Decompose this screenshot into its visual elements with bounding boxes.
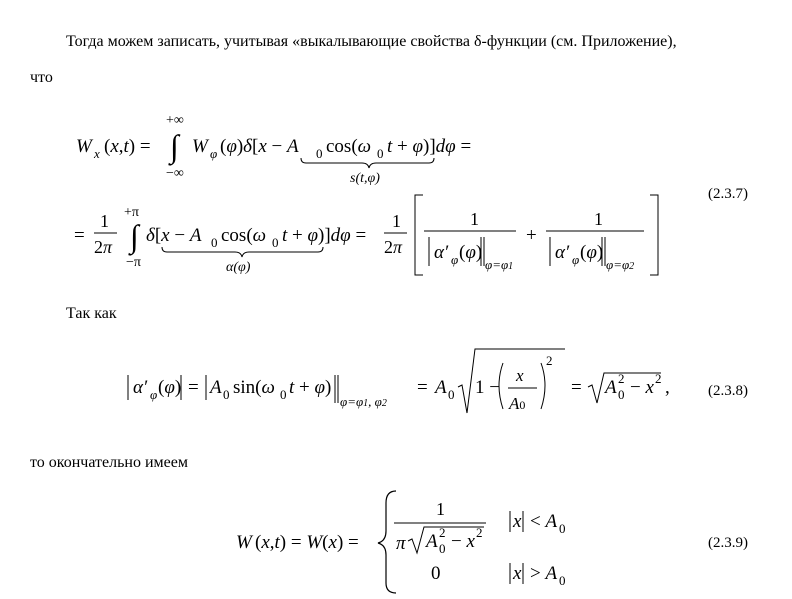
- svg-text:α′: α′: [555, 242, 570, 263]
- case-zero: 0: [431, 563, 441, 584]
- svg-text:x: x: [516, 366, 524, 385]
- svg-text:1: 1: [594, 209, 603, 229]
- lower-limit-2: −π: [126, 255, 141, 270]
- svg-text:δ[x − A: δ[x − A: [146, 225, 202, 246]
- svg-text:φ=φ1: φ=φ1: [485, 257, 514, 272]
- svg-text:(φ): (φ): [158, 377, 182, 398]
- svg-text:1 −: 1 −: [475, 377, 500, 398]
- svg-text:∫: ∫: [170, 128, 179, 164]
- equation-number-2-3-7: (2.3.7): [708, 186, 748, 202]
- svg-text:α′: α′: [133, 377, 148, 398]
- svg-text:t + φ)]dφ =: t + φ)]dφ =: [282, 225, 367, 246]
- svg-text:2π: 2π: [94, 237, 113, 257]
- svg-text:1: 1: [470, 209, 479, 229]
- svg-text:0: 0: [377, 146, 384, 161]
- equation-number-2-3-9: (2.3.9): [708, 535, 748, 551]
- svg-text:φ: φ: [150, 387, 158, 402]
- svg-text:(φ): (φ): [459, 242, 483, 263]
- brace-label-alpha: α(φ): [226, 260, 251, 275]
- svg-text:∫: ∫: [130, 218, 139, 254]
- paragraph-2: Так как: [66, 305, 117, 322]
- svg-text:cos(ω: cos(ω: [326, 136, 372, 157]
- svg-text:0: 0: [280, 387, 287, 402]
- svg-text:(x,t) = W(x) =: (x,t) = W(x) =: [255, 532, 359, 553]
- svg-text:0: 0: [316, 146, 323, 161]
- brace-label-s: s(t,φ): [350, 171, 380, 186]
- svg-text:0: 0: [559, 521, 566, 536]
- svg-text:=: =: [74, 225, 85, 246]
- svg-text:0: 0: [211, 235, 218, 250]
- svg-text:1: 1: [100, 211, 109, 231]
- svg-text:+: +: [526, 225, 537, 246]
- svg-text:2: 2: [618, 371, 625, 386]
- svg-text:A: A: [426, 531, 438, 552]
- svg-text:x: x: [513, 511, 522, 532]
- svg-text:< A: < A: [530, 511, 558, 532]
- svg-text:(x,t) =: (x,t) =: [104, 136, 151, 157]
- svg-text:A: A: [210, 377, 222, 398]
- svg-text:− x: − x: [451, 531, 475, 552]
- svg-text:0: 0: [448, 387, 455, 402]
- equation-number-2-3-8: (2.3.8): [708, 383, 748, 399]
- equation-2-3-7: [60, 105, 760, 285]
- svg-text:t + φ)]dφ =: t + φ)]dφ =: [387, 136, 472, 157]
- svg-text:(φ): (φ): [580, 242, 604, 263]
- svg-text:1: 1: [392, 211, 401, 231]
- svg-text:t + φ): t + φ): [289, 377, 332, 398]
- svg-text:(φ)δ[x − A: (φ)δ[x − A: [220, 136, 299, 157]
- svg-text:φ=φ2: φ=φ2: [606, 257, 635, 272]
- upper-limit-1: +∞: [166, 113, 184, 128]
- svg-text:φ: φ: [572, 252, 580, 267]
- svg-text:0: 0: [559, 573, 566, 588]
- svg-text:sin(ω: sin(ω: [233, 377, 275, 398]
- svg-text:A: A: [605, 377, 617, 398]
- equation-2-3-8: [125, 345, 685, 425]
- svg-text:0: 0: [223, 387, 230, 402]
- upper-limit-2: +π: [124, 205, 139, 220]
- svg-text:0: 0: [618, 387, 625, 402]
- svg-text:W: W: [76, 136, 92, 157]
- svg-text:W: W: [236, 532, 252, 553]
- svg-text:A0: A0: [509, 394, 526, 413]
- paragraph-3: то окончательно имеем: [30, 454, 188, 471]
- svg-text:cos(ω: cos(ω: [221, 225, 267, 246]
- svg-text:=: =: [188, 377, 199, 398]
- svg-text:x: x: [513, 563, 522, 584]
- svg-text:2: 2: [476, 525, 483, 540]
- svg-text:,: ,: [665, 377, 670, 398]
- svg-text:2: 2: [546, 353, 553, 368]
- lower-limit-1: −∞: [166, 166, 184, 181]
- equation-2-3-9: [230, 487, 590, 597]
- svg-text:=: =: [417, 377, 428, 398]
- svg-text:A: A: [435, 377, 447, 398]
- svg-text:2π: 2π: [384, 237, 403, 257]
- svg-text:> A: > A: [530, 563, 558, 584]
- svg-text:φ: φ: [451, 252, 459, 267]
- svg-text:2: 2: [439, 525, 446, 540]
- paragraph-1-line-1: Тогда можем записать, учитывая «выкалывающие свойства δ-функции (см. Приложение),: [66, 33, 677, 50]
- svg-text:φ: φ: [210, 146, 218, 161]
- svg-text:1: 1: [436, 499, 445, 519]
- svg-text:W: W: [192, 136, 208, 157]
- svg-text:=: =: [571, 377, 582, 398]
- svg-text:− x: − x: [630, 377, 654, 398]
- svg-text:φ=φ1, φ2: φ=φ1, φ2: [340, 394, 387, 409]
- svg-text:0: 0: [272, 235, 279, 250]
- svg-text:α′: α′: [434, 242, 449, 263]
- svg-text:π: π: [396, 533, 406, 554]
- svg-text:0: 0: [439, 541, 446, 556]
- svg-text:2: 2: [655, 371, 662, 386]
- svg-text:x: x: [94, 146, 100, 161]
- paragraph-1-line-2: что: [30, 69, 53, 86]
